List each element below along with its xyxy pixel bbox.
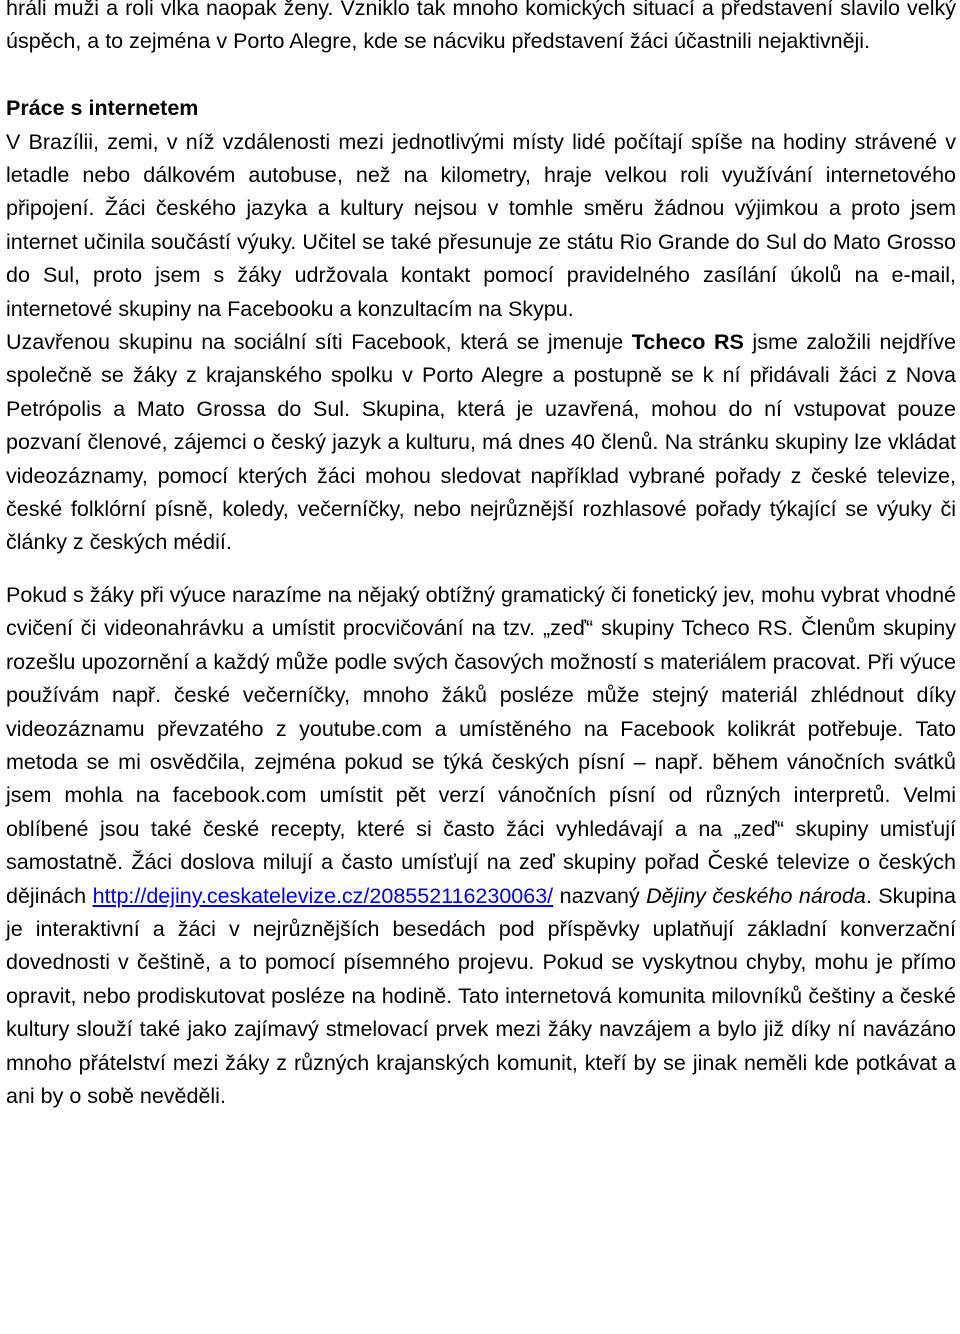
group-name: Tcheco RS [631,330,744,355]
document-page [6,0,956,1113]
paragraph-internet-brazil: V Brazílii, zemi, v níž vzdálenosti mezi jednotlivými místy lidé počítají spíše na hodiny strávené v letadle nebo dálkovém autobuse, než na kilometry, hraje velkou roli využívání internetového připojení. Žáci českého jazyka a kultury nejsou v tomhle směru žádnou výjimkou a proto jsem internet učinila součástí výuky. Učitel se také přesunuje ze státu Rio Grande do Sul do Mato Grosso do Sul, proto jsem s žáky udržovala kontakt pomocí pravidelného zasílání úkolů na e-mail, internetové skupiny na Facebooku a konzultacím na Skypu. [6,129,956,321]
paragraph-group-usage-text-1: Pokud s žáky při výuce narazíme na nějaký obtížný gramatický či fonetický jev, mohu vybrat vhodné cvičení či videonahrávku a umístit procvičování na tzv. „zeď“ skupiny Tcheco RS. Členům skupiny rozešlu upozornění a každý může podle svých časových možností s materiálem pracovat. Při výuce používám např. české večerníčky, mnoho žáků posléze může stejný materiál zhlédnout díky videozáznamu převzatého z youtube.com a umístěného na Facebook kolikrát potřebuje. Tato metoda se mi osvědčila, zejména pokud se týká českých písní – např. během vánočních svátků jsem mohla na facebook.com umístit pět verzí vánočních písní od různých interpretů. Velmi oblíbené jsou také české recepty, které si často žáci vyhledávají a na „zeď“ skupiny umisťují samostatně. Žáci doslova milují a často umísťují na zeď skupiny pořad České televize o českých dějinách [6,582,956,908]
paragraph-facebook-group-text-1: Uzavřenou skupinu na sociální síti Facebook, která se jmenuje [6,330,632,355]
paragraph-group-usage-text-3: . Skupina je interaktivní a žáci v nejrůznějších besedách pod příspěvky uplatňují základní konverzační dovednosti v češtině, a to pomocí písemného projevu. Pokud se vyskytnou chyby, mohu je přímo opravit, nebo prodiskutovat posléze na hodině. Tato internetová komunita milovníků češtiny a české kultury slouží také jako zajímavý stmelovací prvek mezi žáky navzájem a bylo již díky ní navázáno mnoho přátelství mezi žáky z různých krajanských komunit, kteří by se jinak neměli kde potkávat a ani by o sobě nevěděli. [6,883,956,1108]
dejiny-link[interactable]: http://dejiny.ceskatelevize.cz/208552116230063/ [92,883,554,908]
section-heading: Práce s internetem [6,96,199,121]
paragraph-facebook-group-text-2: jsme založili nejdříve společně se žáky z krajanského spolku v Porto Alegre a postupně se k ní přidávali žáci z Nova Petrópolis a Mato Grossa do Sul. Skupina, která je uzavřená, mohou do ní vstupovat pouze pozvaní členové, zájemci o český jazyk a kulturu, má dnes 40 členů. Na stránku skupiny lze vkládat videozáznamy, pomocí kterých žáci mohou sledovat například vybrané pořady z české televize, české folklórní písně, koledy, večerníčky, nebo nejrůznější rozhlasové pořady týkající se výuky či články z českých médií. [6,330,956,555]
paragraph-group-usage [6,579,956,1114]
paragraph-group-usage-text-2: nazvaný [553,883,647,908]
intro-paragraph: hráli muži a roli vlka naopak ženy. Vzniklo tak mnoho komických situací a představení slavilo velký úspěch, a to zejména v Porto Alegre, kde se nácviku představení žáci účastnili nejaktivněji. [6,0,956,54]
paragraph-facebook-group [6,326,956,560]
program-title: Dějiny českého národa [646,883,866,908]
